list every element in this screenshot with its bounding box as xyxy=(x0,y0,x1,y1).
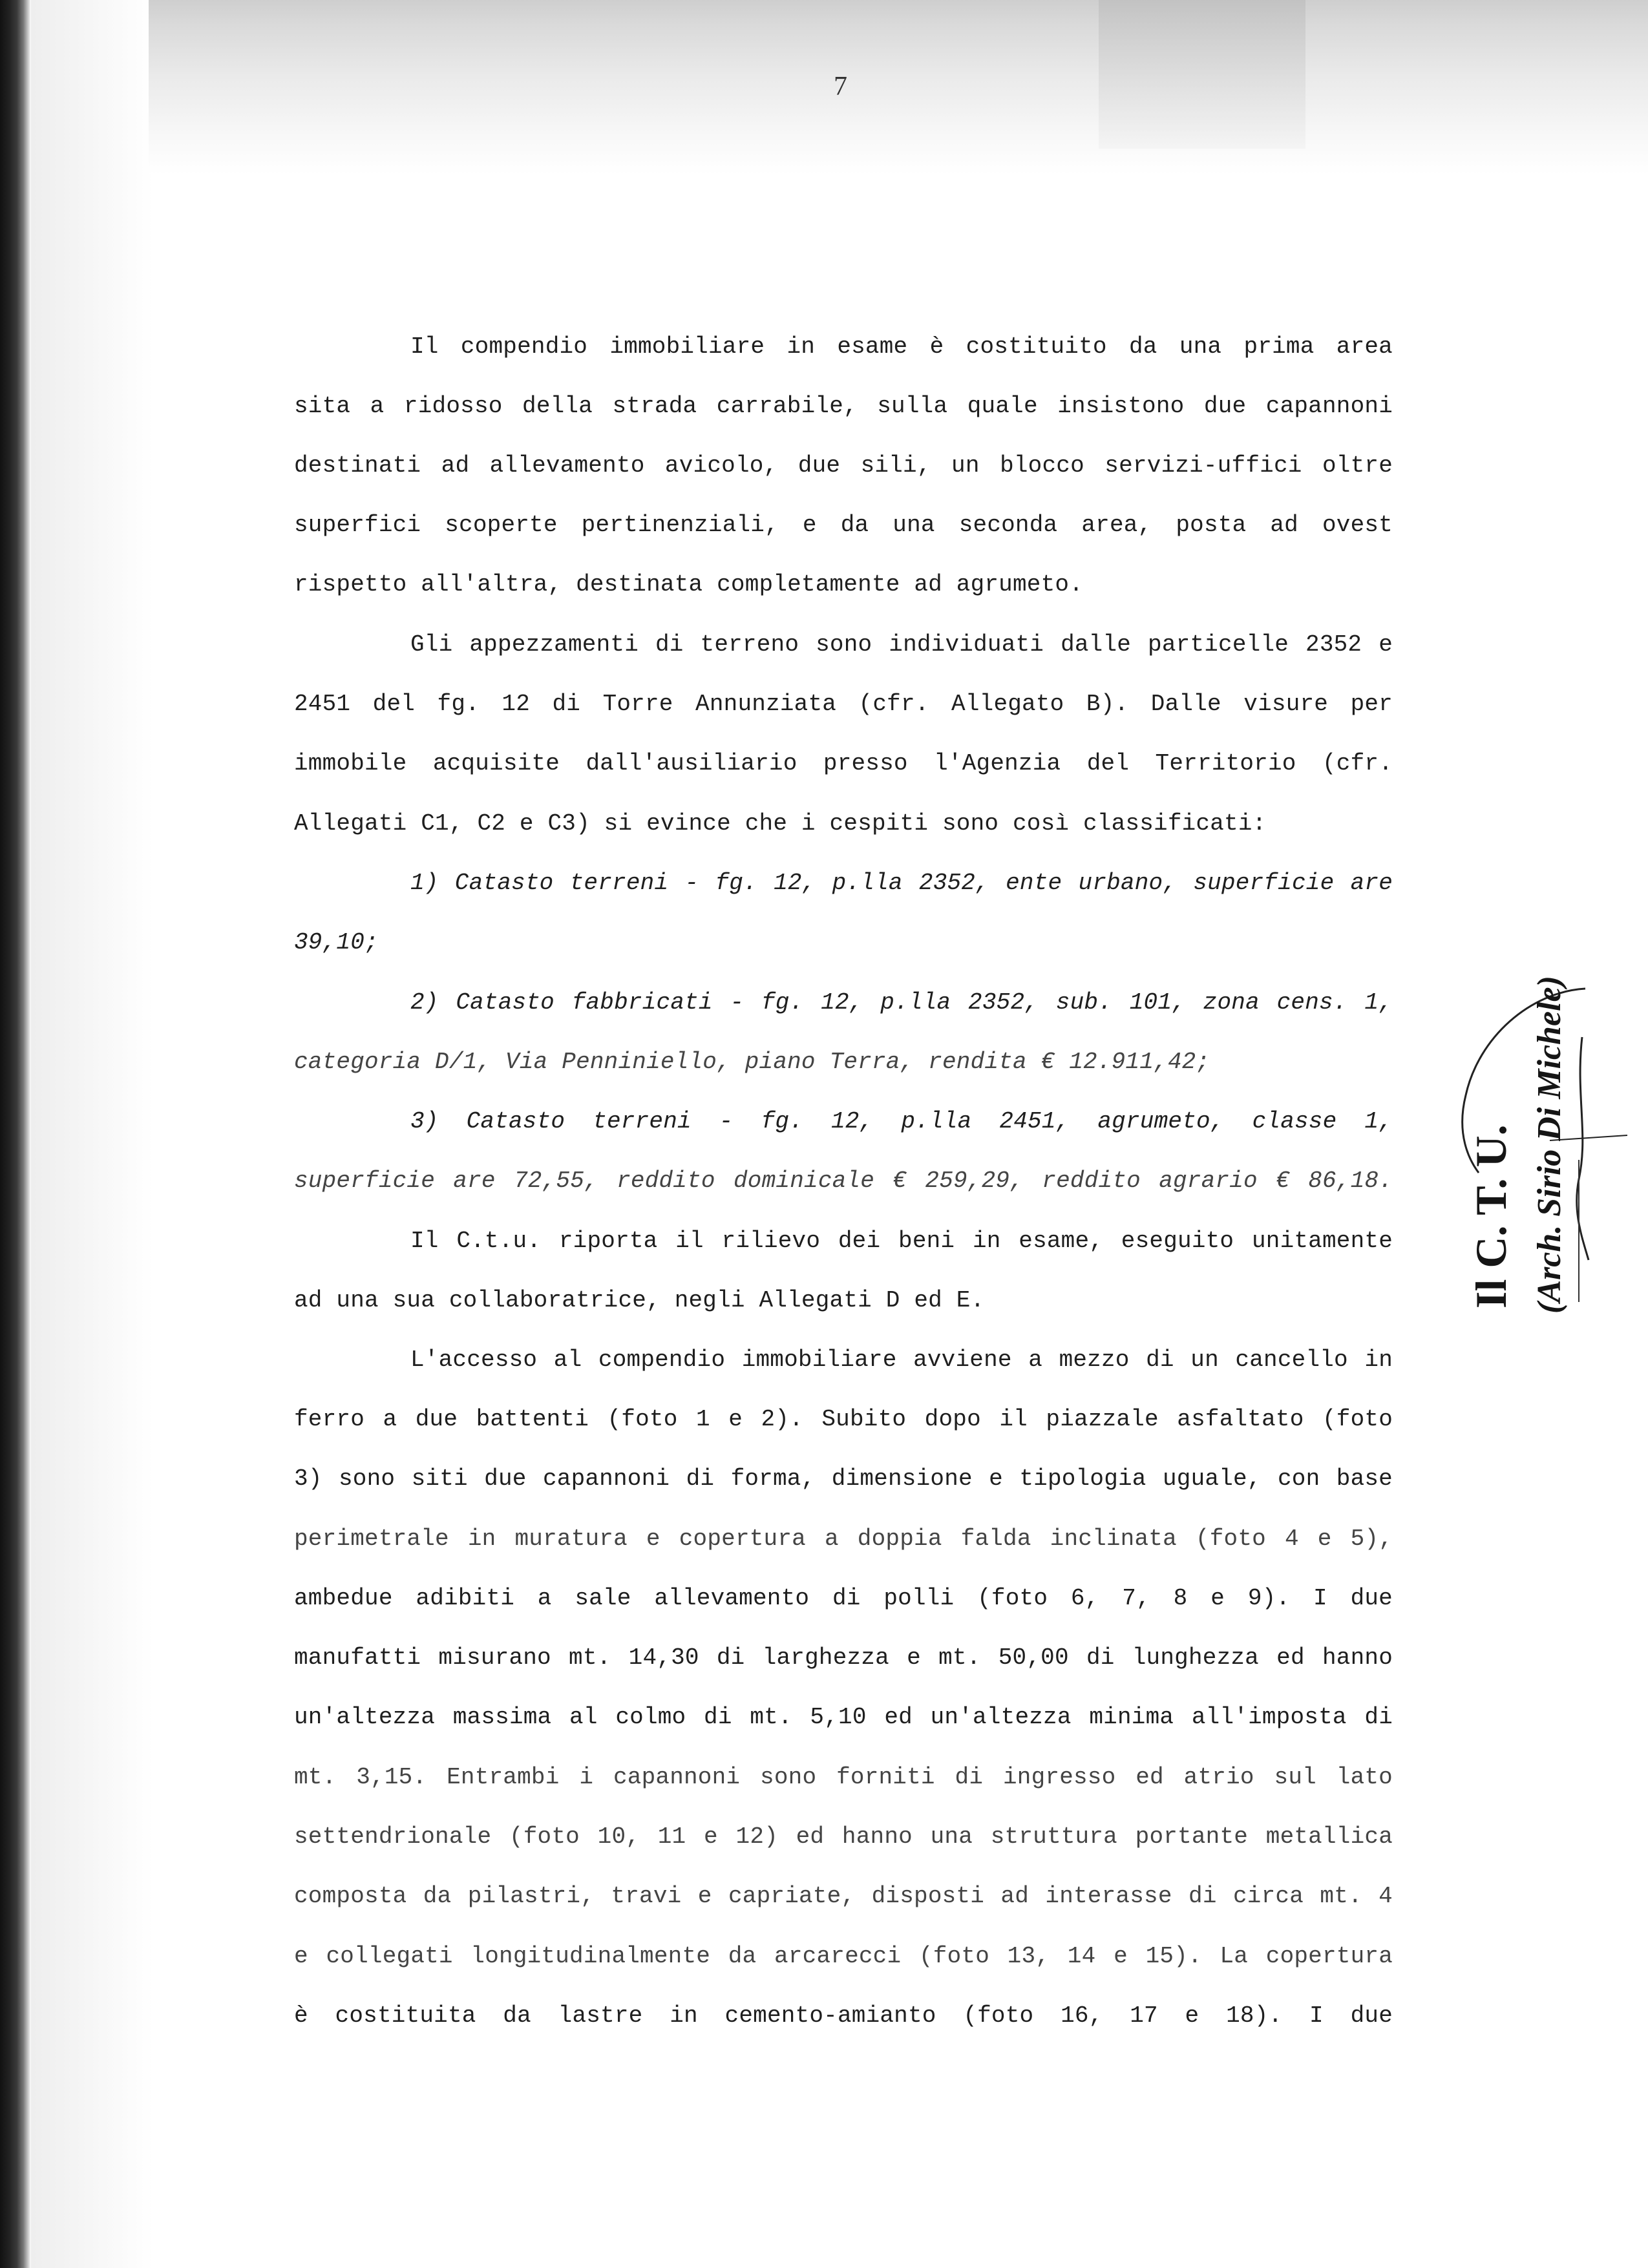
text-line: rispetto all'altra, destinata completamente ad agrumeto. xyxy=(294,571,1083,598)
text-line: ferro a due battenti (foto 1 e 2). Subito dopo il piazzale asfaltato (foto xyxy=(294,1406,1393,1433)
text-line: ambedue adibiti a sale allevamento di polli (foto 6, 7, 8 e 9). I due xyxy=(294,1585,1393,1612)
text-line: superficie are 72,55, reddito dominicale € 259,29, reddito agrario € 86,18. xyxy=(294,1168,1393,1194)
text-line: destinati ad allevamento avicolo, due sili, un blocco servizi-uffici oltre xyxy=(294,452,1393,479)
text-line: Allegati C1, C2 e C3) si evince che i cespiti sono così classificati: xyxy=(294,810,1267,837)
text-line: settendrionale (foto 10, 11 e 12) ed hanno una struttura portante metallica xyxy=(294,1823,1393,1850)
text-line: perimetrale in muratura e copertura a doppia falda inclinata (foto 4 e 5), xyxy=(294,1526,1393,1552)
text-line: 3) sono siti due capannoni di forma, dimensione e tipologia uguale, con base xyxy=(294,1465,1393,1492)
text-line: 3) Catasto terreni - fg. 12, p.lla 2451, agrumeto, classe 1, xyxy=(410,1108,1393,1135)
text-line: 39,10; xyxy=(294,929,379,956)
text-line: e collegati longitudinalmente da arcarecci (foto 13, 14 e 15). La copertura xyxy=(294,1943,1393,1969)
text-line: Gli appezzamenti di terreno sono individuati dalle particelle 2352 e xyxy=(410,631,1393,658)
text-line: 2) Catasto fabbricati - fg. 12, p.lla 2352, sub. 101, zona cens. 1, xyxy=(410,989,1393,1016)
text-line: 1) Catasto terreni - fg. 12, p.lla 2352, ente urbano, superficie are xyxy=(410,870,1393,896)
text-line: manufatti misurano mt. 14,30 di larghezza e mt. 50,00 di lunghezza ed hanno xyxy=(294,1644,1393,1671)
scan-edge-tint xyxy=(31,0,154,2268)
stamp-name: (Arch. Sirio Di Michele) xyxy=(1531,976,1568,1314)
scan-edge-shadow xyxy=(0,0,31,2268)
text-line: ad una sua collaboratrice, negli Allegati D ed E. xyxy=(294,1287,985,1314)
text-line: Il C.t.u. riporta il rilievo dei beni in esame, eseguito unitamente xyxy=(410,1228,1393,1254)
text-line: L'accesso al compendio immobiliare avviene a mezzo di un cancello in xyxy=(410,1347,1393,1373)
text-line: composta da pilastri, travi e capriate, disposti ad interasse di circa mt. 4 xyxy=(294,1883,1393,1909)
text-line: Il compendio immobiliare in esame è costituito da una prima area xyxy=(410,333,1393,360)
text-line: categoria D/1, Via Penniniello, piano Terra, rendita € 12.911,42; xyxy=(294,1049,1210,1075)
stamp-title: Il C. T. U. xyxy=(1466,1124,1516,1308)
stamp-text-block xyxy=(1453,966,1634,1328)
text-line: 2451 del fg. 12 di Torre Annunziata (cfr. Allegato B). Dalle visure per xyxy=(294,691,1393,717)
text-line: è costituita da lastre in cemento-amianto (foto 16, 17 e 18). I due xyxy=(294,2002,1393,2029)
text-line: immobile acquisite dall'ausiliario presso l'Agenzia del Territorio (cfr. xyxy=(294,750,1393,777)
text-line: sita a ridosso della strada carrabile, sulla quale insistono due capannoni xyxy=(294,393,1393,419)
ctu-stamp xyxy=(1453,966,1634,1328)
text-line: un'altezza massima al colmo di mt. 5,10 ed un'altezza minima all'imposta di xyxy=(294,1704,1393,1730)
text-line: superfici scoperte pertinenziali, e da una seconda area, posta ad ovest xyxy=(294,512,1393,538)
scan-top-band xyxy=(149,0,1648,174)
scan-top-patch xyxy=(1099,0,1305,149)
page-number: 7 xyxy=(834,72,847,101)
text-line: mt. 3,15. Entrambi i capannoni sono forniti di ingresso ed atrio sul lato xyxy=(294,1764,1393,1790)
